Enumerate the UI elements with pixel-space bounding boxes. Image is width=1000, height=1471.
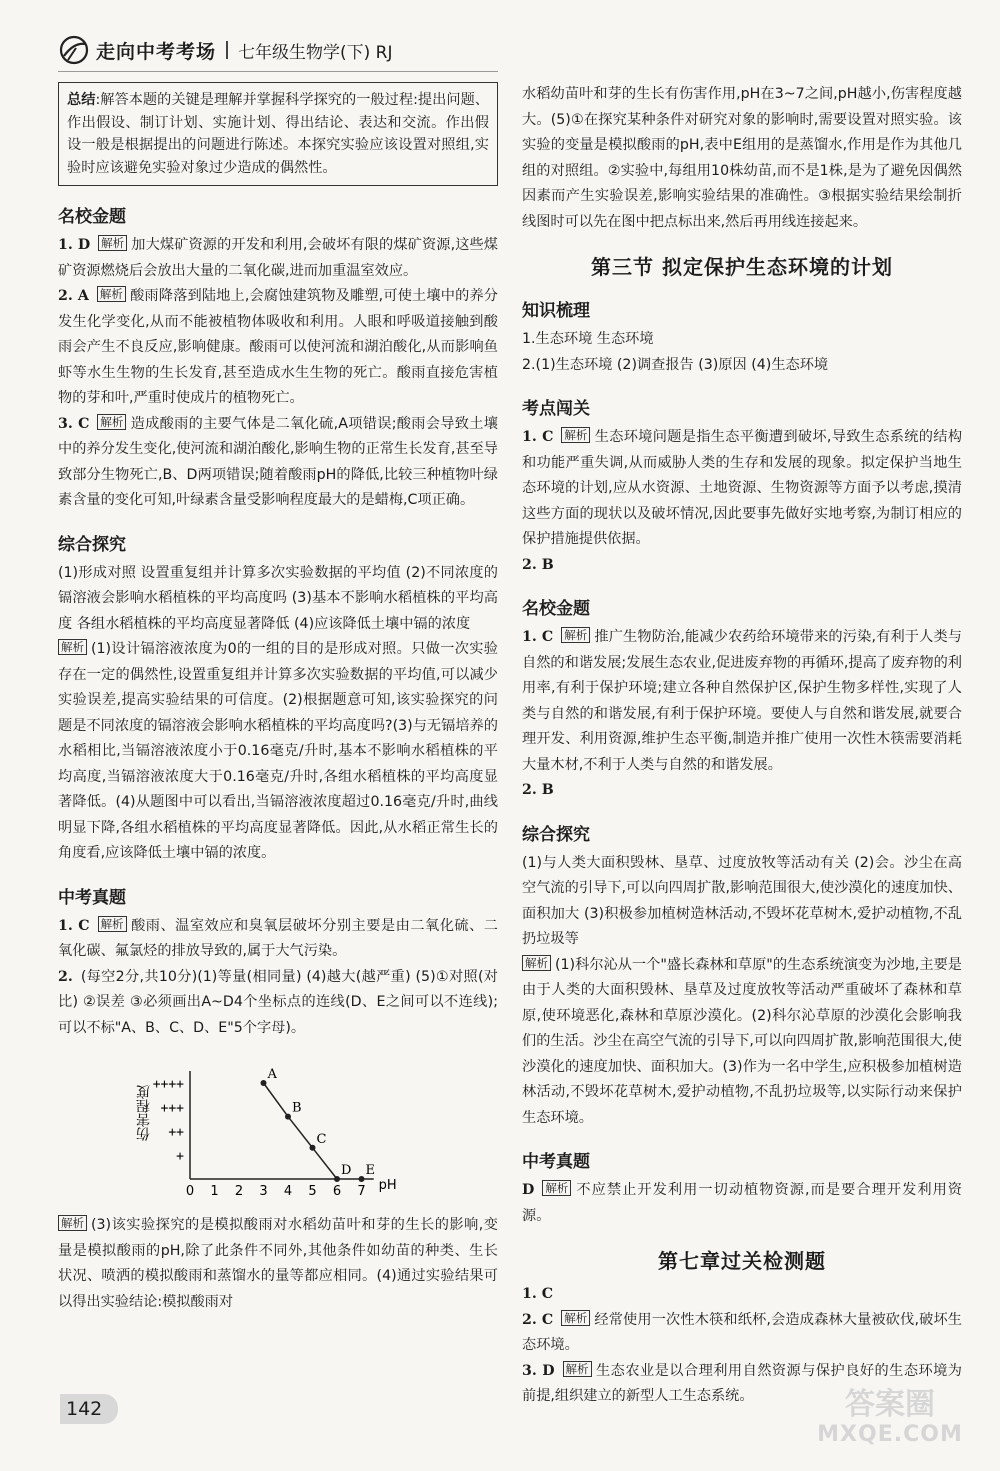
analysis-tag: 解析 — [522, 955, 551, 971]
answer-item — [522, 425, 962, 553]
x-tick-label: 5 — [308, 1184, 317, 1199]
x-tick-label: 3 — [259, 1184, 268, 1199]
answer-number: 3. C — [58, 415, 90, 432]
point-label: E — [365, 1163, 375, 1178]
section-title: 中考真题 — [58, 887, 126, 908]
analysis-tag: 解析 — [561, 1310, 590, 1326]
analysis-block — [58, 637, 498, 867]
answer-number: 1. C — [522, 429, 554, 445]
section-heading: 第三节 拟定保护生态环境的计划 — [591, 255, 893, 279]
answer-text: 经常使用一次性木筷和纸杯,会造成森林大量被砍伐,破坏生态环境。 — [522, 1311, 962, 1353]
section-title: 名校金题 — [58, 207, 126, 227]
answer-text: 生态环境问题是指生态平衡遭到破坏,导致生态系统的结构和功能严重失调,从而威胁人类的生存和发展的现象。拟定保护当地生态环境的计划,应从水资源、土地资源、生物资源等方面予以考虑,摸清这些方面的现状以及破坏情况,因此要事先做好实地考察,为制订相应的保护措施提供依据。 — [522, 429, 963, 547]
answer-text: 酸雨降落到陆地上,会腐蚀建筑物及雕塑,可使土壤中的养分发生化学变化,从而不能被植物体吸收和利用。人眼和呼吸道接触到酸雨会产生不良反应,影响健康。酸雨可以使河流和湖泊酸化,从而影响鱼虾等水生生物的生长发育,甚至造成水生生物的死亡。酸雨直接危害植物的芽和叶,严重时使成片的植物死亡。 — [58, 288, 498, 406]
answer-item — [58, 233, 498, 284]
analysis-tag: 解析 — [561, 427, 590, 443]
analysis-tag: 解析 — [58, 1215, 87, 1231]
point-label: D — [341, 1163, 352, 1178]
brand-title: 走向中考考场 — [96, 40, 217, 63]
y-tick-label: +++ — [160, 1101, 184, 1116]
analysis-tag: 解析 — [563, 1361, 592, 1377]
answer-text: 造成酸雨的主要气体是二氧化硫,A项错误;酸雨会导致土壤中的养分发生变化,使河流和湖泊酸化,影响生物的正常生长发育,甚至导致部分生物死亡,B、D两项错误;随着酸雨pH的降低,比较三种植物叶绿素含量的变化可知,叶绿素含量受影响程度最大的是蜡梅,C项正确。 — [58, 415, 498, 508]
analysis-tag: 解析 — [98, 916, 127, 932]
answer-item — [522, 1282, 962, 1308]
right-column — [522, 82, 962, 1410]
answer-text: (1)形成对照 设置重复组并计算多次实验数据的平均值 (2)不同浓度的镉溶液会影响水稻植株的平均高度吗 (3)基本不影响水稻植株的平均高度 各组水稻植株的平均高度显著降低 (4)应该降低土壤中镉的浓度 — [58, 564, 498, 632]
x-tick-label: 7 — [357, 1184, 366, 1199]
answer-number: 2. C — [522, 1311, 554, 1328]
data-point — [310, 1145, 316, 1151]
answer-number: 1. C — [522, 629, 554, 645]
header-rule — [58, 71, 498, 72]
y-tick-label: ++++ — [152, 1077, 184, 1092]
answer-line: 1.生态环境 生态环境 — [522, 331, 654, 347]
answer-number: 1. D — [58, 237, 91, 253]
y-axis-label: 伤害程度 — [136, 1085, 152, 1141]
summary-text: :解答本题的关键是理解并掌握科学探究的一般过程:提出问题、作出假设、制订计划、实施计划、得出结论、表达和交流。作出假设一般是根据提出的问题进行陈述。本探究实验应该设置对照组,实验时应该避免实验对象过少造成的偶然性。 — [67, 92, 489, 176]
answer-item — [522, 553, 962, 579]
x-tick-label: 4 — [283, 1184, 293, 1199]
answer-item — [522, 778, 962, 804]
answer-text: (1)与人类大面积毁林、垦草、过度放牧等活动有关 (2)会。沙尘在高空气流的引导下,可以向四周扩散,影响范围很大,使沙漠化的速度加快、面积加大 (3)积极参加植树造林活动,不毁坏花草树木,爱护动植物,不乱扔垃圾等 — [522, 854, 962, 947]
section-title: 中考真题 — [522, 1152, 590, 1172]
logo-icon — [58, 34, 90, 66]
left-column — [58, 82, 498, 1315]
answer-item — [58, 412, 498, 514]
answer-line: 2.(1)生态环境 (2)调查报告 (3)原因 (4)生态环境 — [522, 356, 829, 373]
answer-text: (每空2分,共10分)(1)等量(相同量) (4)越大(越严重) (5)①对照(对比) ②误差 ③必须画出A~D4个坐标点的连线(D、E之间可以不连线);可以不标"A、B、C、D、E"5个字母)。 — [58, 968, 498, 1036]
x-axis-label: pH — [378, 1178, 397, 1193]
x-tick-label: 6 — [332, 1184, 342, 1199]
answer-item — [522, 1308, 962, 1359]
page-header — [58, 34, 393, 66]
book-title: 七年级生物学(下) RJ — [238, 42, 393, 63]
x-tick-label: 2 — [234, 1184, 244, 1199]
answer-number: 2. A — [58, 288, 89, 304]
analysis-block — [522, 953, 962, 1132]
y-tick-label: ++ — [168, 1125, 184, 1140]
data-point — [261, 1080, 267, 1086]
x-tick-label: 1 — [210, 1184, 219, 1199]
analysis-tag: 解析 — [58, 639, 87, 655]
point-label: B — [292, 1100, 302, 1116]
data-point — [285, 1114, 291, 1120]
watermark — [810, 1387, 970, 1454]
point-label: A — [267, 1067, 277, 1082]
chart-svg — [128, 1051, 428, 1207]
watermark-text: 答案圈 — [845, 1387, 935, 1422]
answer-number: 2. B — [522, 782, 554, 798]
analysis-tag: 解析 — [97, 414, 126, 430]
summary-box — [58, 82, 498, 186]
analysis-text: (1)科尔沁从一个"盛长森林和草原"的生态系统演变为沙地,主要是由于人类的大面积毁林、垦草及过度放牧等活动严重破坏了森林和草原,使环境恶化,森林和草原沙漠化。(2)科尔沁草原的沙漠化会影响我们的生活。沙尘在高空气流的引导下,可以向四周扩散,影响范围很大,使沙漠化的速度加快、面积加大。(3)作为一名中学生,应积极参加植树造林活动,不毁坏花草树木,爱护动植物,不乱扔垃圾等,以实际行动来保护生态环境。 — [522, 956, 962, 1126]
chapter-heading: 第七章过关检测题 — [658, 1249, 826, 1273]
answer-item — [522, 625, 962, 778]
x-tick-label: 0 — [185, 1184, 195, 1199]
analysis-tag: 解析 — [98, 235, 127, 251]
answer-number: D — [522, 1182, 535, 1198]
answer-number: 1. C — [58, 917, 90, 934]
summary-label: 总结 — [67, 92, 96, 108]
data-point — [334, 1176, 340, 1182]
analysis-block — [58, 1213, 498, 1315]
answer-number: 2. B — [522, 556, 554, 573]
section-title: 考点闯关 — [522, 399, 590, 419]
page-number: 142 — [60, 1394, 118, 1424]
watermark-url: MXQE.COM — [817, 1422, 963, 1447]
answer-item — [58, 965, 498, 1042]
continued-text: 水稻幼苗叶和芽的生长有伤害作用,pH在3~7之间,pH越小,伤害程度越大。(5)①在探究某种条件对研究对象的影响时,需要设置对照实验。该实验的变量是模拟酸雨的pH,表中E组用的是蒸馏水,作用是作为其他几组的对照组。②实验中,每组用10株幼苗,而不是1株,是为了避免因偶然因素而产生实验误差,影响实验结果的准确性。③根据实验结果绘制折线图时可以先在图中把点标出来,然后再用线连接起来。 — [522, 86, 962, 230]
section-title: 知识梳理 — [522, 301, 590, 321]
analysis-tag: 解析 — [542, 1180, 571, 1196]
analysis-tag: 解析 — [97, 286, 126, 302]
section-title: 综合探究 — [58, 534, 126, 555]
answer-number: 2. — [58, 968, 73, 985]
section-title: 综合探究 — [522, 824, 590, 845]
analysis-text: (1)设计镉溶液浓度为0的一组的目的是形成对照。只做一次实验存在一定的偶然性,设置重复组并计算多次实验数据的平均值,可以减少实验误差,提高实验结果的可信度。(2)根据题意可知,该实验探究的问题是不同浓度的镉溶液会影响水稻植株的平均高度吗?(3)与无镉培养的水稻相比,当镉溶液浓度小于0.16毫克/升时,基本不影响水稻植株的平均高度,当镉溶液浓度大于0.16毫克/升时,各组水稻植株的平均高度显著降低。(4)从题图中可以看出,当镉溶液浓度超过0.16毫克/升时,曲线明显下降,各组水稻植株的平均高度显著降低。因此,从水稻正常生长的角度看,应该降低土壤中镉的浓度。 — [58, 641, 498, 861]
analysis-tag: 解析 — [561, 627, 590, 643]
point-label: C — [316, 1131, 327, 1147]
ph-damage-chart — [128, 1051, 428, 1207]
section-title: 名校金题 — [522, 599, 590, 619]
answer-number: 1. C — [522, 1286, 554, 1302]
answer-item — [58, 284, 498, 412]
answer-text: 生态农业是以合理利用自然资源与保护良好的生态环境为前提,组织建立的新型人工生态系统。 — [522, 1362, 962, 1404]
answer-text: 推广生物防治,能减少农药给环境带来的污染,有利于人类与自然的和谐发展;发展生态农业,促进废弃物的再循环,提高了废弃物的利用率,有利于保护环境;建立各种自然保护区,保护生物多样性,实现了人类与自然的和谐发展,有利于保护环境。要使人与自然和谐发展,就要合理开发、利用资源,维护生态平衡,制造并推广使用一次性木筷需要消耗大量木材,不利于人类与自然的和谐发展。 — [522, 629, 962, 773]
answer-item — [58, 914, 498, 965]
data-point — [359, 1176, 365, 1182]
analysis-text: (3)该实验探究的是模拟酸雨对水稻幼苗叶和芽的生长的影响,变量是模拟酸雨的pH,除了此条件不同外,其他条件如幼苗的种类、生长状况、喷洒的模拟酸雨和蒸馏水的量等都应相同。(4)通过实验结果可以得出实验结论:模拟酸雨对 — [58, 1217, 498, 1310]
header-divider — [226, 41, 228, 59]
answer-text: 不应禁止开发利用一切动植物资源,而是要合理开发利用资源。 — [522, 1182, 962, 1224]
answer-number: 3. D — [522, 1362, 555, 1379]
answer-item — [522, 1178, 962, 1229]
answer-text: 加大煤矿资源的开发和利用,会破坏有限的煤矿资源,这些煤矿资源燃烧后会放出大量的二氧化碳,进而加重温室效应。 — [58, 237, 498, 279]
answer-text: 酸雨、温室效应和臭氧层破坏分别主要是由二氧化硫、二氧化碳、氟氯烃的排放导致的,属于大气污染。 — [58, 917, 498, 959]
y-tick-label: + — [176, 1149, 184, 1164]
